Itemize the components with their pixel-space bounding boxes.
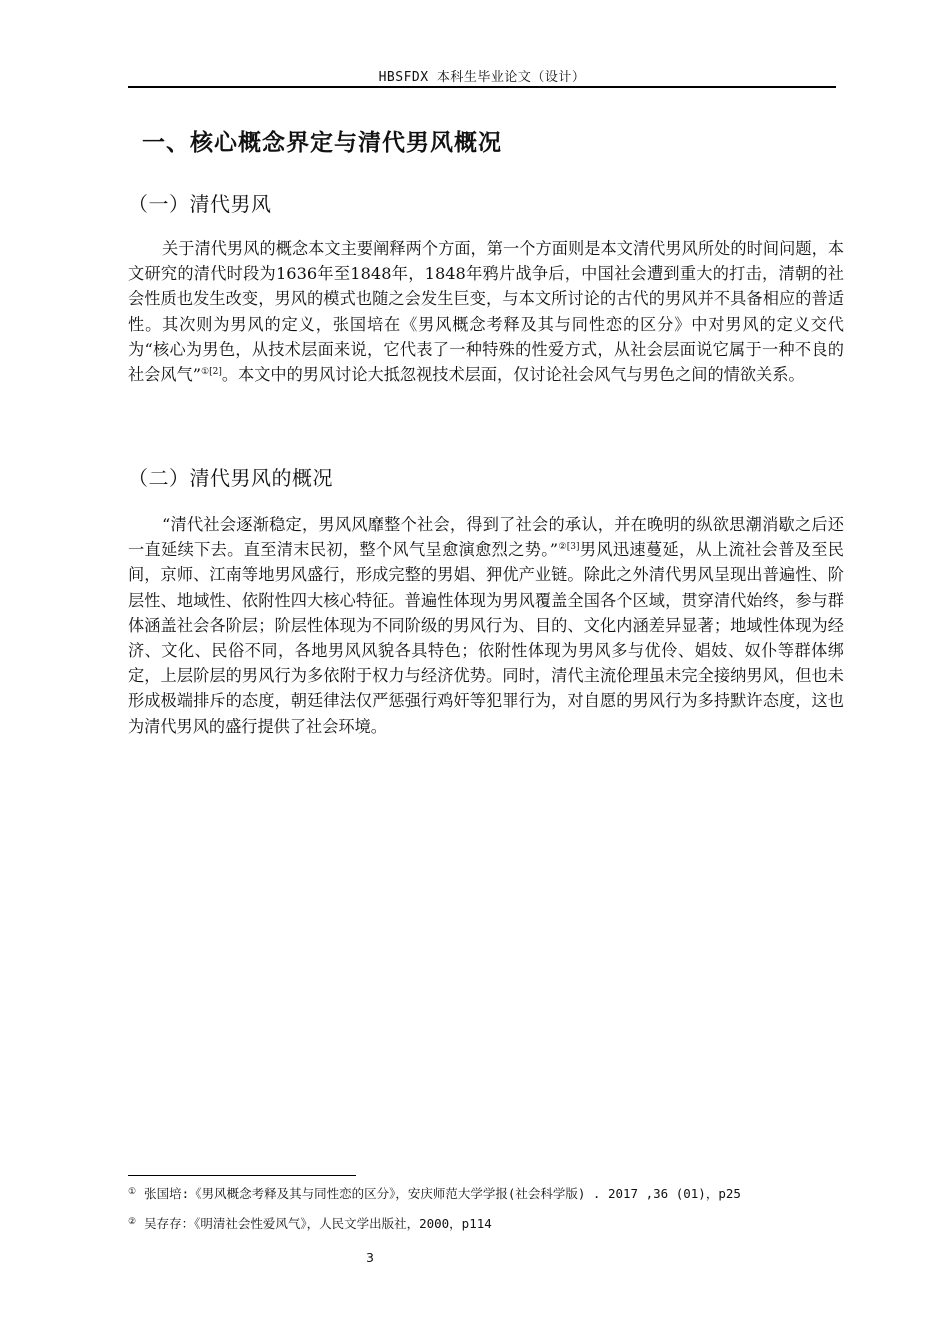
footnote-2 <box>128 1214 492 1232</box>
header-rule <box>128 86 836 88</box>
paragraph-2 <box>128 512 844 739</box>
subsection-heading-1: （一）清代男风 <box>128 192 272 216</box>
paragraph-2-text-cont: 男风迅速蔓延，从上流社会普及至民间，京师、江南等地男风盛行，形成完整的男娼、狎优产业链。除此之外清代男风呈现出普遍性、阶层性、地域性、依附性四大核心特征。普遍性体现为男风覆盖全国各个区域，贯穿清代始终，参与群体涵盖社会各阶层；阶层性体现为不同阶级的男风行为、目的、文化内涵差异显著；地域性体现为经济、文化、民俗不同，各地男风风貌各具特色；依附性体现为男风多与优伶、娼妓、奴仆等群体绑定，上层阶层的男风行为多依附于权力与经济优势。同时，清代主流伦理虽未完全接纳男风，但也未形成极端排斥的态度，朝廷律法仅严惩强行鸡奸等犯罪行为，对自愿的男风行为多持默许态度，这也为清代男风的盛行提供了社会环境。 <box>128 540 844 736</box>
subsection-heading-2: （二）清代男风的概况 <box>128 466 333 490</box>
footnote-1-mark: ① <box>128 1187 137 1197</box>
footnote-2-text: 吴存存：《明清社会性爱风气》，人民文学出版社，2000，p114 <box>144 1216 492 1231</box>
footnote-1-text: 张国培:《男风概念考释及其与同性恋的区分》，安庆师范大学学报(社会科学版) . 2017 ,36 (01)，p25 <box>144 1186 741 1201</box>
footnote-rule <box>128 1175 356 1176</box>
paragraph-2-text: “清代社会逐渐稳定，男风风靡整个社会，得到了社会的承认，并在晚明的纵欲思潮消歇之后还一直延续下去。直至清末民初，整个风气呈愈演愈烈之势。” <box>128 515 844 560</box>
footnote-1 <box>128 1184 741 1202</box>
citation-mark-1: ①[2] <box>201 367 222 378</box>
section-heading: 一、核心概念界定与清代男风概况 <box>142 130 502 156</box>
paragraph-1-text: 关于清代男风的概念本文主要阐释两个方面，第一个方面则是本文清代男风所处的时间问题，本文研究的清代时段为1636年至1848年，1848年鸦片战争后，中国社会遭到重大的打击，清朝的社会性质也发生改变，男风的模式也随之会发生巨变，与本文所讨论的古代的男风并不具备相应的普适性。其次则为男风的定义，张国培在《男风概念考释及其与同性恋的区分》中对男风的定义交代为“核心为男色，从技术层面来说，它代表了一种特殊的性爱方式，从社会层面说它属于一种不良的社会风气” <box>128 239 844 385</box>
paragraph-1 <box>128 236 844 387</box>
paragraph-1-text-cont: 。本文中的男风讨论大抵忽视技术层面，仅讨论社会风气与男色之间的情欲关系。 <box>221 365 805 385</box>
page-header: HBSFDX 本科生毕业论文（设计） <box>378 70 586 85</box>
footnote-2-mark: ② <box>128 1217 137 1227</box>
page-number: 3 <box>366 1250 374 1265</box>
citation-mark-2: ②[3] <box>557 542 580 553</box>
